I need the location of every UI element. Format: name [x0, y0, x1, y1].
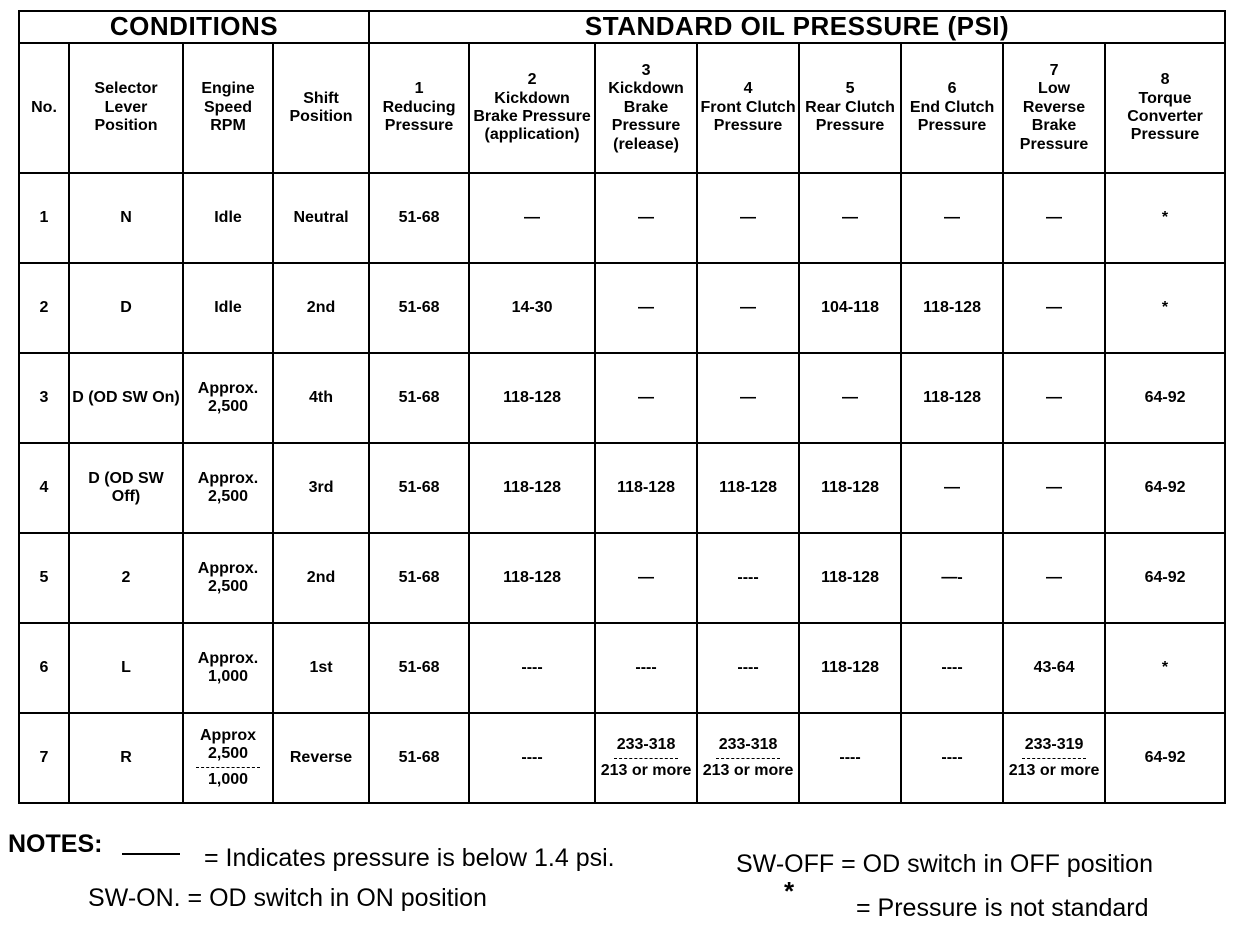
column-number: 5 [845, 80, 855, 98]
cell-p3: ---- [595, 623, 697, 713]
cell-p8: * [1105, 623, 1225, 713]
cell-p1: 51-68 [369, 353, 469, 443]
column-header [799, 43, 901, 173]
cell-p8: 64-92 [1105, 713, 1225, 803]
column-label: Low Reverse Brake Pressure [1019, 80, 1089, 153]
cell-p8: 64-92 [1105, 443, 1225, 533]
cell-p4 [697, 713, 799, 803]
cell-engine: Approx. 2,500 [183, 353, 273, 443]
cell-engine: Idle [183, 173, 273, 263]
notes-star-symbol: * [784, 876, 795, 906]
cell-p6: ---- [901, 713, 1003, 803]
cell-p3-top: 233-318 [616, 736, 676, 754]
notes-label: NOTES: [8, 830, 103, 858]
cell-p2: 118-128 [469, 443, 595, 533]
cell-p2: — [469, 173, 595, 263]
cell-shift: 3rd [273, 443, 369, 533]
cell-no: 3 [19, 353, 69, 443]
cell-p8: 64-92 [1105, 353, 1225, 443]
cell-shift: Reverse [273, 713, 369, 803]
cell-p3: — [595, 173, 697, 263]
cell-p4: — [697, 173, 799, 263]
column-number: 8 [1160, 71, 1170, 89]
column-header-row [19, 43, 1225, 173]
table-row [19, 713, 1225, 803]
cell-p2: 118-128 [469, 533, 595, 623]
cell-p3: — [595, 263, 697, 353]
cell-p3 [595, 713, 697, 803]
table-row [19, 623, 1225, 713]
cell-p4-bottom: 213 or more [702, 761, 794, 779]
column-header [1003, 43, 1105, 173]
cell-p2: 14-30 [469, 263, 595, 353]
column-number: 7 [1049, 62, 1059, 80]
column-label: End Clutch Pressure [909, 98, 995, 135]
column-label: Shift Position [289, 89, 353, 125]
notes-sw-off: SW-OFF = OD switch in OFF position [736, 850, 1153, 878]
cell-p4: — [697, 353, 799, 443]
cell-engine-top: Approx 2,500 [200, 726, 256, 763]
column-header [469, 43, 595, 173]
column-header [273, 43, 369, 173]
cell-shift: 4th [273, 353, 369, 443]
cell-no: 7 [19, 713, 69, 803]
cell-selector: N [69, 173, 183, 263]
notes-star-meaning: = Pressure is not standard [856, 894, 1149, 922]
oil-pressure-table-container [18, 10, 1224, 804]
cell-shift: 2nd [273, 533, 369, 623]
cell-p7: 43-64 [1003, 623, 1105, 713]
cell-p4: ---- [697, 533, 799, 623]
column-header [19, 43, 69, 173]
divider-line [614, 758, 678, 759]
table-row [19, 533, 1225, 623]
table-row [19, 353, 1225, 443]
column-label: Selector Lever Position [94, 80, 158, 135]
cell-p2: ---- [469, 713, 595, 803]
cell-p3: 118-128 [595, 443, 697, 533]
cell-p7: — [1003, 443, 1105, 533]
cell-no: 5 [19, 533, 69, 623]
cell-engine-bottom: 1,000 [207, 770, 249, 788]
cell-engine: Idle [183, 263, 273, 353]
cell-p7 [1003, 713, 1105, 803]
table-body [19, 173, 1225, 803]
cell-p7: — [1003, 533, 1105, 623]
cell-p6: ---- [901, 623, 1003, 713]
cell-p3: — [595, 353, 697, 443]
cell-p5: 118-128 [799, 623, 901, 713]
cell-engine: Approx. 2,500 [183, 443, 273, 533]
cell-no: 1 [19, 173, 69, 263]
cell-no: 4 [19, 443, 69, 533]
cell-shift: 2nd [273, 263, 369, 353]
divider-line [196, 767, 260, 768]
cell-p1: 51-68 [369, 623, 469, 713]
cell-selector: R [69, 713, 183, 803]
cell-no: 6 [19, 623, 69, 713]
cell-p6: 118-128 [901, 353, 1003, 443]
column-header [183, 43, 273, 173]
cell-p3-bottom: 213 or more [600, 761, 692, 779]
column-label: Rear Clutch Pressure [805, 98, 895, 135]
cell-p7: — [1003, 353, 1105, 443]
column-header [697, 43, 799, 173]
cell-p1: 51-68 [369, 173, 469, 263]
cell-p8: * [1105, 263, 1225, 353]
cell-engine: Approx. 1,000 [183, 623, 273, 713]
cell-p7-top: 233-319 [1024, 736, 1084, 754]
cell-p5: 118-128 [799, 443, 901, 533]
cell-selector: L [69, 623, 183, 713]
cell-p1: 51-68 [369, 263, 469, 353]
notes-dash-meaning: = Indicates pressure is below 1.4 psi. [204, 844, 615, 872]
cell-p2: ---- [469, 623, 595, 713]
cell-selector: D (OD SW On) [69, 353, 183, 443]
cell-p1: 51-68 [369, 713, 469, 803]
cell-p4: — [697, 263, 799, 353]
cell-p6: —- [901, 533, 1003, 623]
column-header [901, 43, 1003, 173]
cell-p5: 118-128 [799, 533, 901, 623]
notes-sw-on: SW-ON. = OD switch in ON position [88, 884, 487, 912]
cell-shift: 1st [273, 623, 369, 713]
table-row [19, 263, 1225, 353]
cell-p6: 118-128 [901, 263, 1003, 353]
cell-p7: — [1003, 173, 1105, 263]
divider-line [716, 758, 780, 759]
table-row [19, 173, 1225, 263]
cell-no: 2 [19, 263, 69, 353]
oil-pressure-table [18, 10, 1226, 804]
cell-engine [183, 713, 273, 803]
cell-p7: — [1003, 263, 1105, 353]
divider-line [1022, 758, 1086, 759]
cell-p8: 64-92 [1105, 533, 1225, 623]
column-header [369, 43, 469, 173]
column-label: No. [31, 98, 57, 116]
column-header [595, 43, 697, 173]
conditions-header: CONDITIONS [19, 11, 369, 43]
cell-p5: — [799, 353, 901, 443]
cell-p6: — [901, 173, 1003, 263]
table-row [19, 443, 1225, 533]
cell-p8: * [1105, 173, 1225, 263]
cell-p5: ---- [799, 713, 901, 803]
cell-p4-top: 233-318 [718, 736, 778, 754]
cell-shift: Neutral [273, 173, 369, 263]
column-number: 6 [947, 80, 957, 98]
notes-section [0, 822, 1248, 928]
cell-p1: 51-68 [369, 533, 469, 623]
cell-p5: — [799, 173, 901, 263]
cell-p4: 118-128 [697, 443, 799, 533]
notes-dash-symbol [122, 853, 180, 855]
cell-selector: 2 [69, 533, 183, 623]
column-label: Kickdown Brake Pressure (application) [473, 89, 591, 144]
cell-selector: D (OD SW Off) [69, 443, 183, 533]
cell-p5: 104-118 [799, 263, 901, 353]
column-number: 3 [641, 62, 651, 80]
cell-engine: Approx. 2,500 [183, 533, 273, 623]
cell-p4: ---- [697, 623, 799, 713]
cell-p7-bottom: 213 or more [1008, 761, 1100, 779]
column-number: 4 [743, 80, 753, 98]
column-number: 1 [414, 80, 424, 98]
cell-p3: — [595, 533, 697, 623]
cell-selector: D [69, 263, 183, 353]
column-label: Kickdown Brake Pressure (release) [608, 80, 684, 153]
column-label: Torque Converter Pressure [1127, 89, 1203, 144]
column-number: 2 [527, 71, 537, 89]
cell-p1: 51-68 [369, 443, 469, 533]
column-label: Front Clutch Pressure [700, 98, 796, 135]
column-label: Reducing Pressure [382, 98, 456, 135]
column-header [1105, 43, 1225, 173]
cell-p6: — [901, 443, 1003, 533]
standard-pressure-header: STANDARD OIL PRESSURE (PSI) [369, 11, 1225, 43]
cell-p2: 118-128 [469, 353, 595, 443]
column-header [69, 43, 183, 173]
column-label: Engine Speed RPM [201, 80, 255, 135]
